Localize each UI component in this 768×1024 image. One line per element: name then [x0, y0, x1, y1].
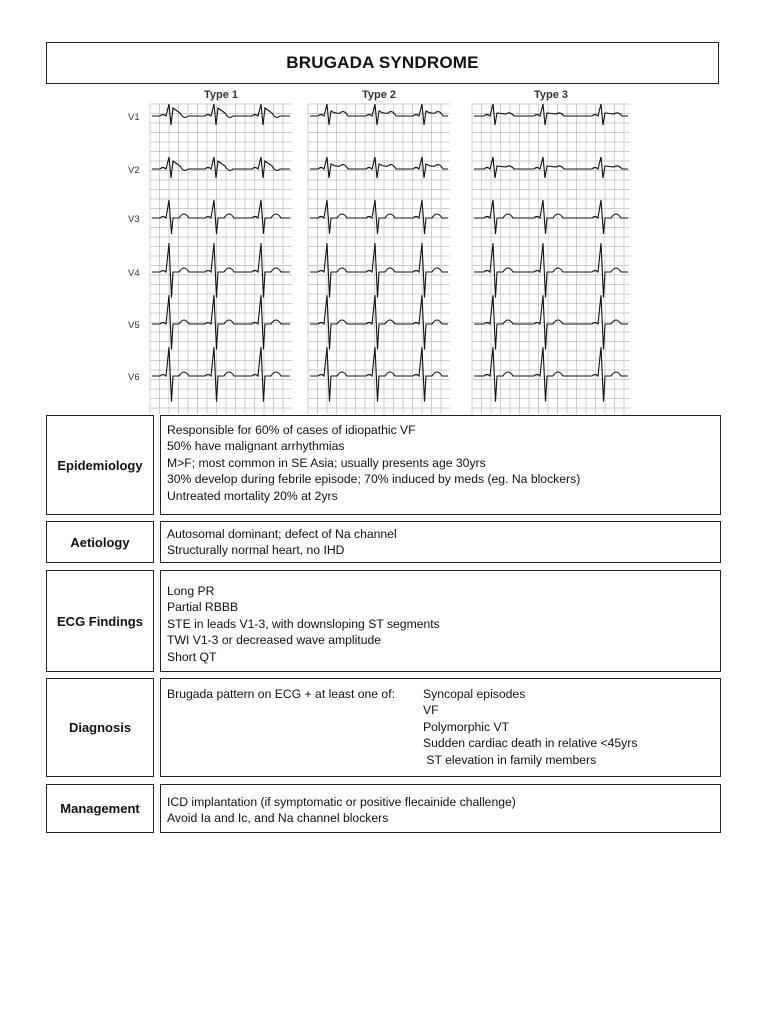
epidemiology-line: 50% have malignant arrhythmias [167, 439, 345, 454]
ecg-trace [152, 157, 290, 178]
ecg-lead-label: V1 [128, 112, 140, 123]
ecg-trace [152, 104, 290, 125]
ecg-findings-line: Long PR [167, 584, 215, 598]
page-title: BRUGADA SYNDROME [46, 42, 719, 84]
ecg-findings-line: Short QT [167, 649, 217, 664]
ecg-column-title: Type 2 [361, 89, 397, 101]
ecg-findings-content [160, 570, 721, 672]
ecg-trace [310, 200, 448, 234]
epidemiology-line: Untreated mortality 20% at 2yrs [167, 488, 338, 503]
ecg-lead-label: V6 [128, 372, 140, 383]
ecg-panel-3 [472, 104, 630, 414]
aetiology-label: Aetiology [46, 521, 154, 563]
diagnosis-criterion: VF [423, 703, 439, 718]
epidemiology-line: M>F; most common in SE Asia; usually presents age 30yrs [167, 455, 486, 470]
aetiology-line: Structurally normal heart, no IHD [167, 543, 345, 558]
ecg-lead-label: V2 [128, 165, 140, 176]
diagnosis-criterion: Syncopal episodes [423, 687, 526, 701]
ecg-trace [152, 200, 290, 234]
ecg-column-title: Type 3 [533, 89, 569, 101]
ecg-trace [310, 104, 448, 125]
diagnosis-criterion: Sudden cardiac death in relative <45yrs [423, 736, 638, 751]
ecg-comparison-chart [120, 86, 650, 416]
diagnosis-criteria-list [423, 686, 637, 768]
ecg-trace [152, 243, 290, 297]
ecg-findings-line: Partial RBBB [167, 600, 239, 615]
ecg-findings-label: ECG Findings [46, 570, 154, 672]
aetiology-content [160, 521, 721, 563]
ecg-panel-2 [308, 104, 450, 414]
ecg-findings-line: TWI V1-3 or decreased wave amplitude [167, 633, 382, 648]
management-content [160, 784, 721, 833]
ecg-trace [310, 157, 448, 178]
management-label: Management [46, 784, 154, 833]
diagnosis-content [160, 678, 721, 777]
ecg-findings-line: STE in leads V1-3, with downsloping ST segments [167, 616, 440, 631]
epidemiology-line: Responsible for 60% of cases of idiopathic VF [167, 423, 416, 437]
management-line: Avoid Ia and Ic, and Na channel blockers [167, 811, 389, 826]
diagnosis-criterion: ST elevation in family members [423, 752, 597, 767]
diagnosis-criterion: Polymorphic VT [423, 719, 510, 734]
ecg-lead-label: V4 [128, 268, 140, 279]
ecg-figure [120, 86, 650, 416]
ecg-trace [310, 347, 448, 401]
diagnosis-label: Diagnosis [46, 678, 154, 777]
management-line: ICD implantation (if symptomatic or positive flecainide challenge) [167, 795, 516, 809]
ecg-lead-label: V5 [128, 320, 140, 331]
diagnosis-intro: Brugada pattern on ECG + at least one of: [167, 687, 395, 701]
ecg-trace [310, 243, 448, 297]
ecg-lead-label: V3 [128, 214, 140, 225]
epidemiology-content [160, 415, 721, 515]
ecg-panel-1 [150, 104, 292, 414]
ecg-trace [152, 347, 290, 401]
epidemiology-line: 30% develop during febrile episode; 70% induced by meds (eg. Na blockers) [167, 472, 581, 487]
epidemiology-label: Epidemiology [46, 415, 154, 515]
ecg-column-title: Type 1 [203, 89, 239, 101]
aetiology-line: Autosomal dominant; defect of Na channel [167, 527, 397, 541]
